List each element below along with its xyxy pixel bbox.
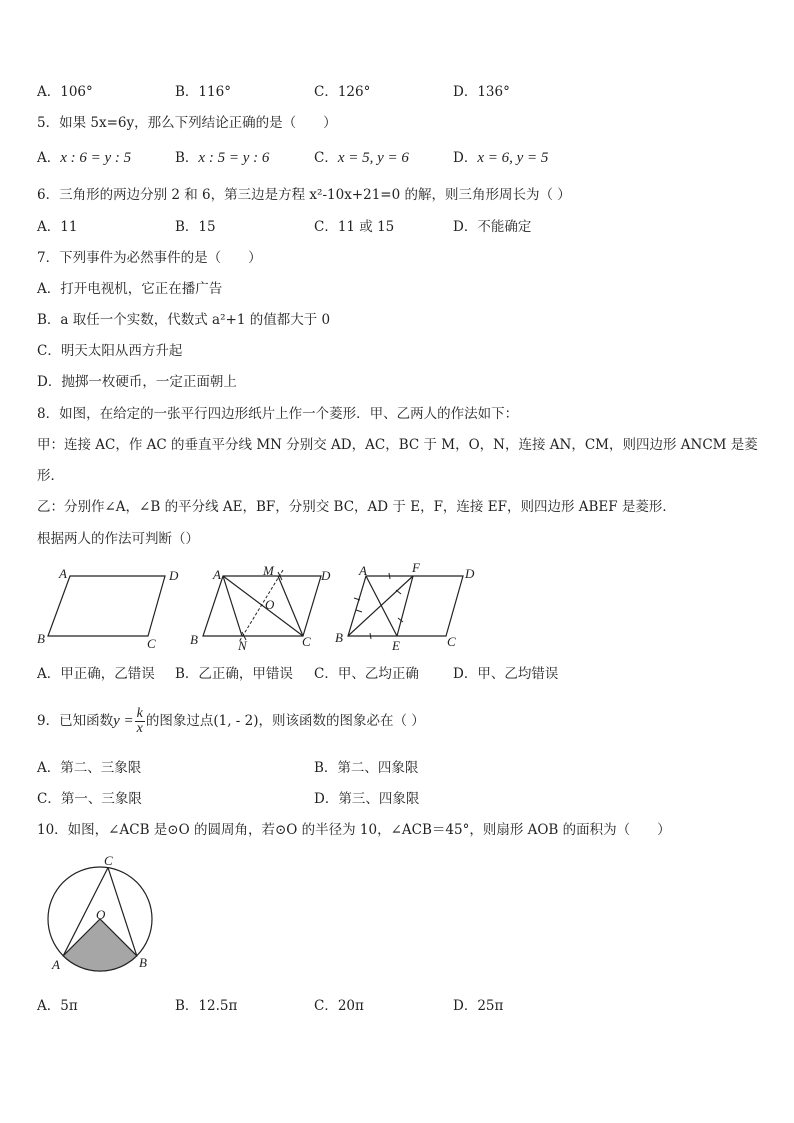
- q7-option-a: A．打开电视机，它正在播广告: [37, 281, 223, 297]
- q10-option-b: B．12.5π: [175, 998, 238, 1014]
- q8-jia-method: 甲：连接 AC，作 AC 的垂直平分线 MN 分别交 AD，AC，BC 于 M，O，N，连接 AN，CM，则四边形 ANCM 是菱: [37, 437, 758, 453]
- q7-stem: 7．下列事件为必然事件的是（ ）: [37, 250, 262, 266]
- fig2-label-a: A: [213, 567, 221, 582]
- q9-stem: 9．已知函数y = $\frac{k}{x}$ 的图象过点(1, - 2)，则该函数的图象必在（ ）: [37, 706, 425, 736]
- q7-option-b: B．a 取任一个实数，代数式 a²+1 的值都大于 0: [37, 312, 331, 328]
- q8-figure-yi: [332, 560, 492, 652]
- q10-figure-circle: [40, 852, 170, 977]
- q6-option-b: B．15: [175, 219, 216, 235]
- q10-stem: 10．如图，∠ACB 是⊙O 的圆周角，若⊙O 的半径为 10，∠ACB＝45°，则扇形 AOB 的面积为（ ）: [37, 822, 671, 838]
- q10-option-d: D．25π: [453, 998, 504, 1014]
- q10-option-a: A．5π: [37, 998, 78, 1014]
- fig3-label-a: A: [359, 563, 367, 578]
- q7-option-d: D．抛掷一枚硬币，一定正面朝上: [37, 374, 237, 390]
- q8-option-b: B．乙正确，甲错误: [175, 666, 293, 682]
- q8-yi-method: 乙：分别作∠A，∠B 的平分线 AE，BF，分别交 BC，AD 于 E，F，连接 EF，则四边形 ABEF 是菱形．: [37, 499, 676, 515]
- fig3-label-c: C: [447, 634, 456, 649]
- q4-option-c: C．126°: [314, 84, 371, 100]
- q6-option-c: C．11 或 15: [314, 219, 395, 235]
- q5-option-d: D．x = 6, y = 5: [453, 150, 549, 166]
- q9-option-a: A．第二、三象限: [37, 760, 142, 776]
- q10-label-b: B: [139, 955, 147, 970]
- q8-option-c: C．甲、乙均正确: [314, 666, 419, 682]
- q8-stem: 8．如图，在给定的一张平行四边形纸片上作一个菱形．甲、乙两人的作法如下：: [37, 406, 519, 422]
- q8-figure-jia: [185, 560, 345, 652]
- q6-option-d: D．不能确定: [453, 219, 532, 235]
- fig3-label-f: F: [412, 560, 420, 575]
- q9-option-d: D．第三、四象限: [314, 791, 420, 807]
- q5-option-b: B．x : 5 = y : 6: [175, 150, 270, 166]
- q7-option-c: C．明天太阳从西方升起: [37, 343, 183, 359]
- q4-option-b: B．116°: [175, 84, 231, 100]
- q8-option-d: D．甲、乙均错误: [453, 666, 559, 682]
- q9-option-c: C．第一、三象限: [37, 791, 142, 807]
- q6-option-a: A．11: [37, 219, 78, 235]
- fig1-label-a: A: [59, 566, 67, 581]
- fig2-label-n: N: [238, 638, 247, 652]
- fig3-label-e: E: [392, 638, 400, 652]
- q4-option-a: A．106°: [37, 84, 93, 100]
- q10-label-c: C: [104, 853, 113, 868]
- fig3-label-d: D: [465, 566, 475, 581]
- fig1-label-c: C: [147, 636, 156, 650]
- fig3-label-b: B: [335, 630, 343, 645]
- fig1-label-b: B: [37, 631, 45, 646]
- q10-label-o: O: [96, 907, 106, 922]
- fig2-label-o: O: [265, 597, 275, 612]
- q8-figure-parallelogram: [30, 560, 190, 650]
- q8-question: 根据两人的作法可判断（）: [37, 531, 199, 547]
- q10-option-c: C．20π: [314, 998, 364, 1014]
- q8-jia-method-cont: 形．: [37, 468, 64, 484]
- fig1-label-d: D: [169, 568, 179, 583]
- fig2-label-c: C: [302, 634, 311, 649]
- q5-stem: 5．如果 5x=6y，那么下列结论正确的是（ ）: [37, 115, 337, 131]
- q9-option-b: B．第二、四象限: [314, 760, 419, 776]
- q10-label-a: A: [52, 957, 60, 972]
- q8-option-a: A．甲正确，乙错误: [37, 666, 155, 682]
- q5-option-c: C．x = 5, y = 6: [314, 150, 409, 166]
- q5-option-a: A．x : 6 = y : 5: [37, 150, 132, 166]
- q9-fraction: $\frac{k}{x}$: [136, 706, 143, 736]
- q6-stem: 6．三角形的两边分别 2 和 6，第三边是方程 x²-10x+21=0 的解，则三角形周长为（ ）: [37, 187, 571, 203]
- q4-option-d: D．136°: [453, 84, 510, 100]
- fig2-label-m: M: [263, 563, 274, 578]
- fig2-label-d: D: [321, 568, 331, 583]
- fig2-label-b: B: [190, 632, 198, 647]
